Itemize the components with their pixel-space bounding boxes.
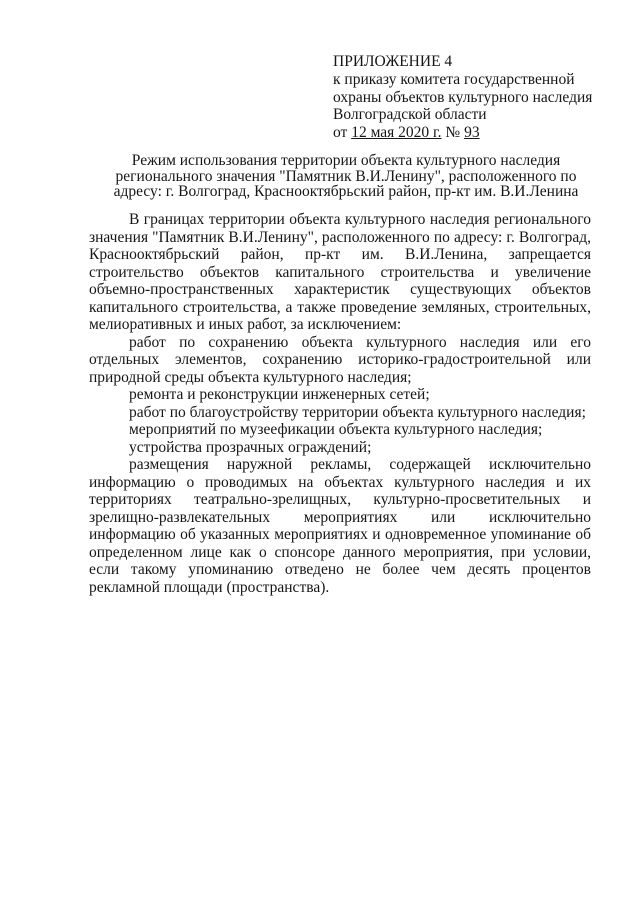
list-item: устройства прозрачных ограждений; — [129, 438, 372, 456]
date-value: 12 мая 2020 г. — [351, 124, 442, 142]
date-prefix: от — [333, 124, 348, 142]
list-item: работ по благоустройству территории объекта культурного наследия; — [129, 403, 586, 421]
appendix-heading: ПРИЛОЖЕНИЕ 4 — [333, 53, 453, 70]
list-item: мероприятий по музеефикации объекта культурного наследия; — [129, 421, 543, 438]
list-item: работ по сохранению объекта культурного наследия или его отдельных элементов, сохранению историко-градостроительной или природной среды объекта культурного наследия; — [89, 333, 591, 386]
appendix-header — [333, 53, 623, 142]
title-line-1: Режим использования территории объекта культурного наследия — [131, 152, 561, 169]
appendix-line-2: охраны объектов культурного наследия — [333, 88, 593, 106]
appendix-date-line — [333, 124, 623, 142]
intro-paragraph: В границах территории объекта культурного наследия регионального значения "Памятник В.И.Ленину", расположенного по адресу: г. Волгоград, Краснооктябрьский район, пр-кт им. В.И.Ленина, запрещается строительство объектов капитального строительства и увеличение объемно-пространственных характеристик существующих объектов капитального строительства, а также проведение земляных, строительных, мелиоративных и иных работ, за исключением: — [89, 211, 591, 333]
number-sign: № — [445, 124, 461, 142]
title-line-2: регионального значения "Памятник В.И.Ленину", расположенного по — [115, 167, 577, 185]
appendix-line-1: к приказу комитета государственной — [333, 70, 575, 88]
number-value: 93 — [464, 124, 480, 142]
list-item: ремонта и реконструкции инженерных сетей; — [129, 386, 430, 403]
appendix-line-3: Волгоградской области — [333, 106, 487, 124]
title-line-3: адресу: г. Волгоград, Краснооктябрьский район, пр-кт им. В.И.Ленина — [113, 183, 579, 200]
list-item: размещения наружной рекламы, содержащей исключительно информацию о проводимых на объектах культурного наследия и их территориях театрально-зрелищных, культурно-просветительных и зрелищно-развлекательных мероприятиях или исключительно информацию об указанных мероприятиях и одновременное упоминание об определенном лице как о спонсоре данного мероприятия, при условии, если такому упоминанию отведено не более чем десять процентов рекламной площади (пространства). — [89, 456, 591, 596]
document-body — [89, 211, 591, 596]
document-title — [86, 153, 606, 200]
